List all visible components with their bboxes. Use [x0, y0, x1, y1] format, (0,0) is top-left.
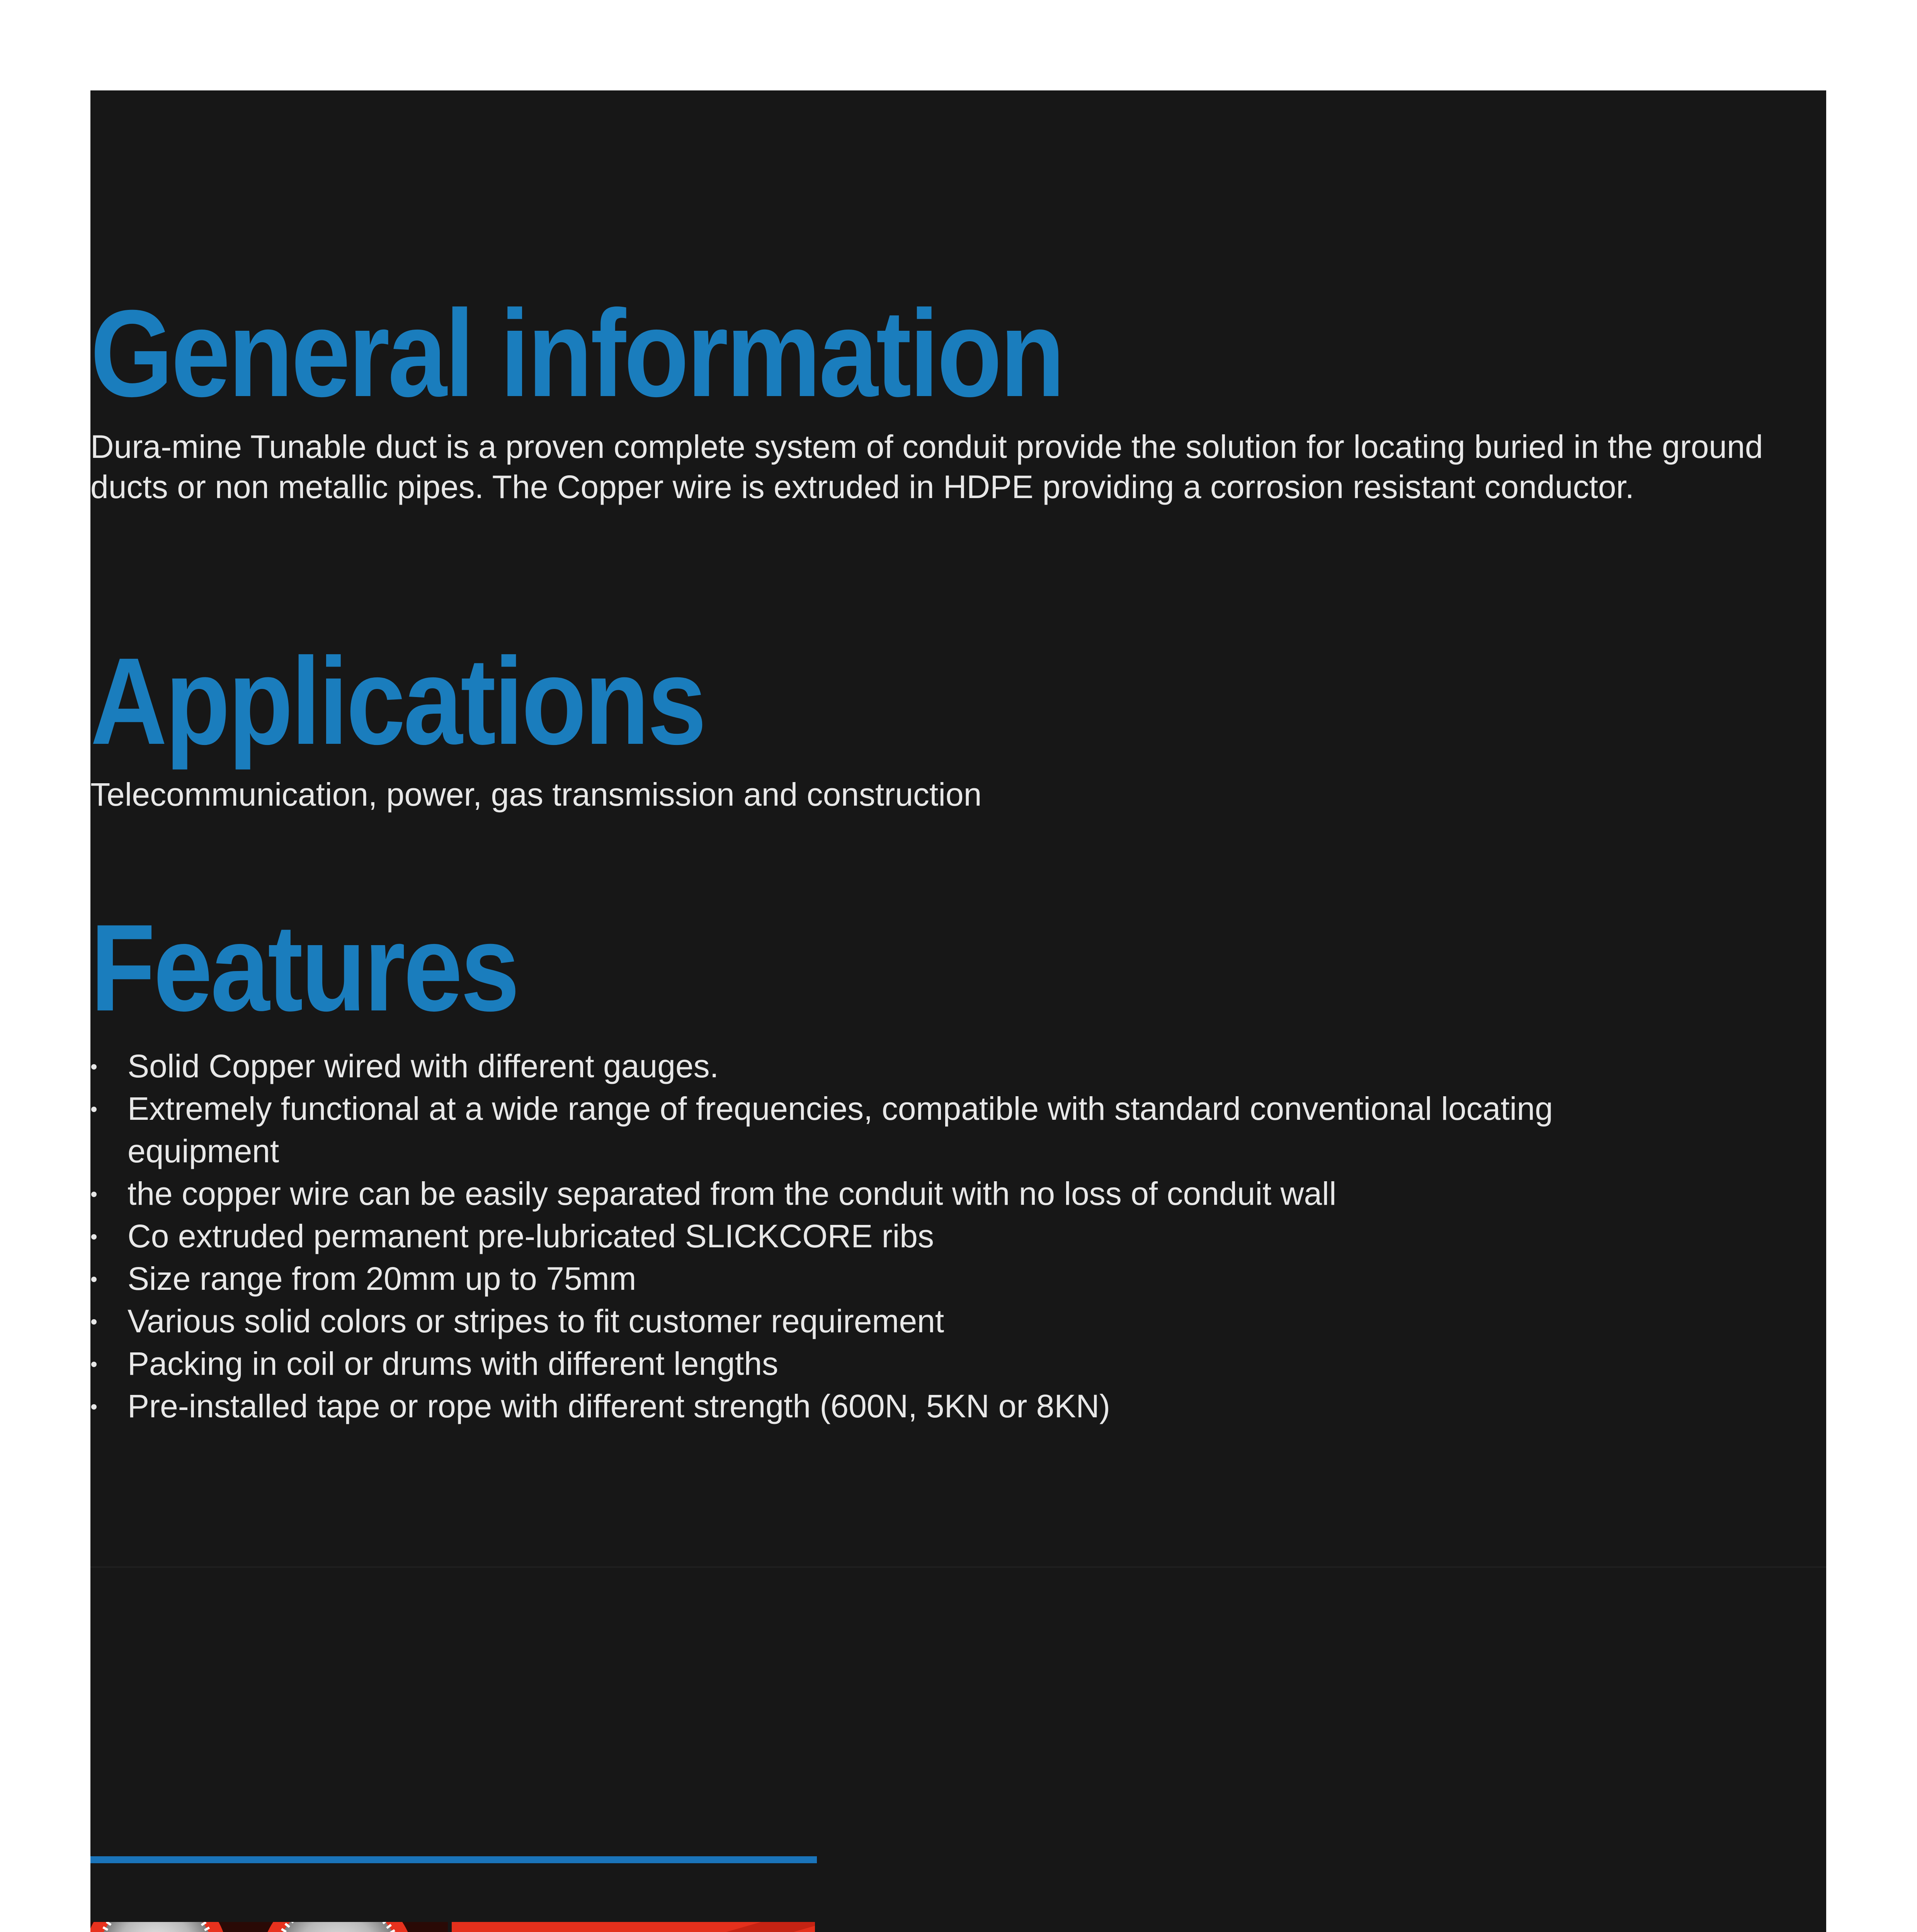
applications-text: Telecommunication, power, gas transmission and construction: [90, 776, 982, 813]
features-list: [90, 1045, 1675, 1427]
feature-item: Co extruded permanent pre-lubricated SLICKCORE ribs: [90, 1215, 1675, 1257]
duct-photo-collage: [90, 1922, 815, 1932]
printed-duct-photo: [452, 1922, 815, 1932]
brochure-page: [90, 90, 1826, 1932]
feature-item: the copper wire can be easily separated from the conduit with no loss of conduit wall: [90, 1172, 1675, 1215]
features-heading: Features: [90, 898, 518, 1037]
bullet-icon: [91, 1064, 97, 1070]
bullet-icon: [91, 1277, 97, 1282]
feature-item: Packing in coil or drums with different lengths: [90, 1342, 1675, 1385]
feature-item: Solid Copper wired with different gauges.: [90, 1045, 1675, 1087]
feature-item: Size range from 20mm up to 75mm: [90, 1257, 1675, 1300]
general-information-text: Dura-mine Tunable duct is a proven complete system of conduit provide the solution for locating buried in the ground ducts or non metallic pipes. The Copper wire is extruded in HDPE providing a corrosion resistant conductor.: [90, 429, 1763, 505]
applications-heading: Applications: [90, 632, 705, 770]
photo-top-rule: [90, 1856, 817, 1863]
bullet-icon: [91, 1362, 97, 1367]
bullet-icon: [91, 1192, 97, 1197]
feature-item: Extremely functional at a wide range of frequencies, compatible with standard conventional locating equipment: [90, 1087, 1675, 1172]
feature-item: Various solid colors or stripes to fit customer requirement: [90, 1300, 1675, 1342]
bullet-icon: [91, 1404, 97, 1410]
duct-ends-photo: [90, 1922, 448, 1932]
bullet-icon: [91, 1319, 97, 1325]
section-divider: [90, 1566, 1826, 1568]
general-information-heading: General information: [90, 284, 1063, 422]
bullet-icon: [91, 1234, 97, 1240]
bullet-icon: [91, 1107, 97, 1112]
feature-item: Pre-installed tape or rope with different strength (600N, 5KN or 8KN): [90, 1385, 1675, 1427]
